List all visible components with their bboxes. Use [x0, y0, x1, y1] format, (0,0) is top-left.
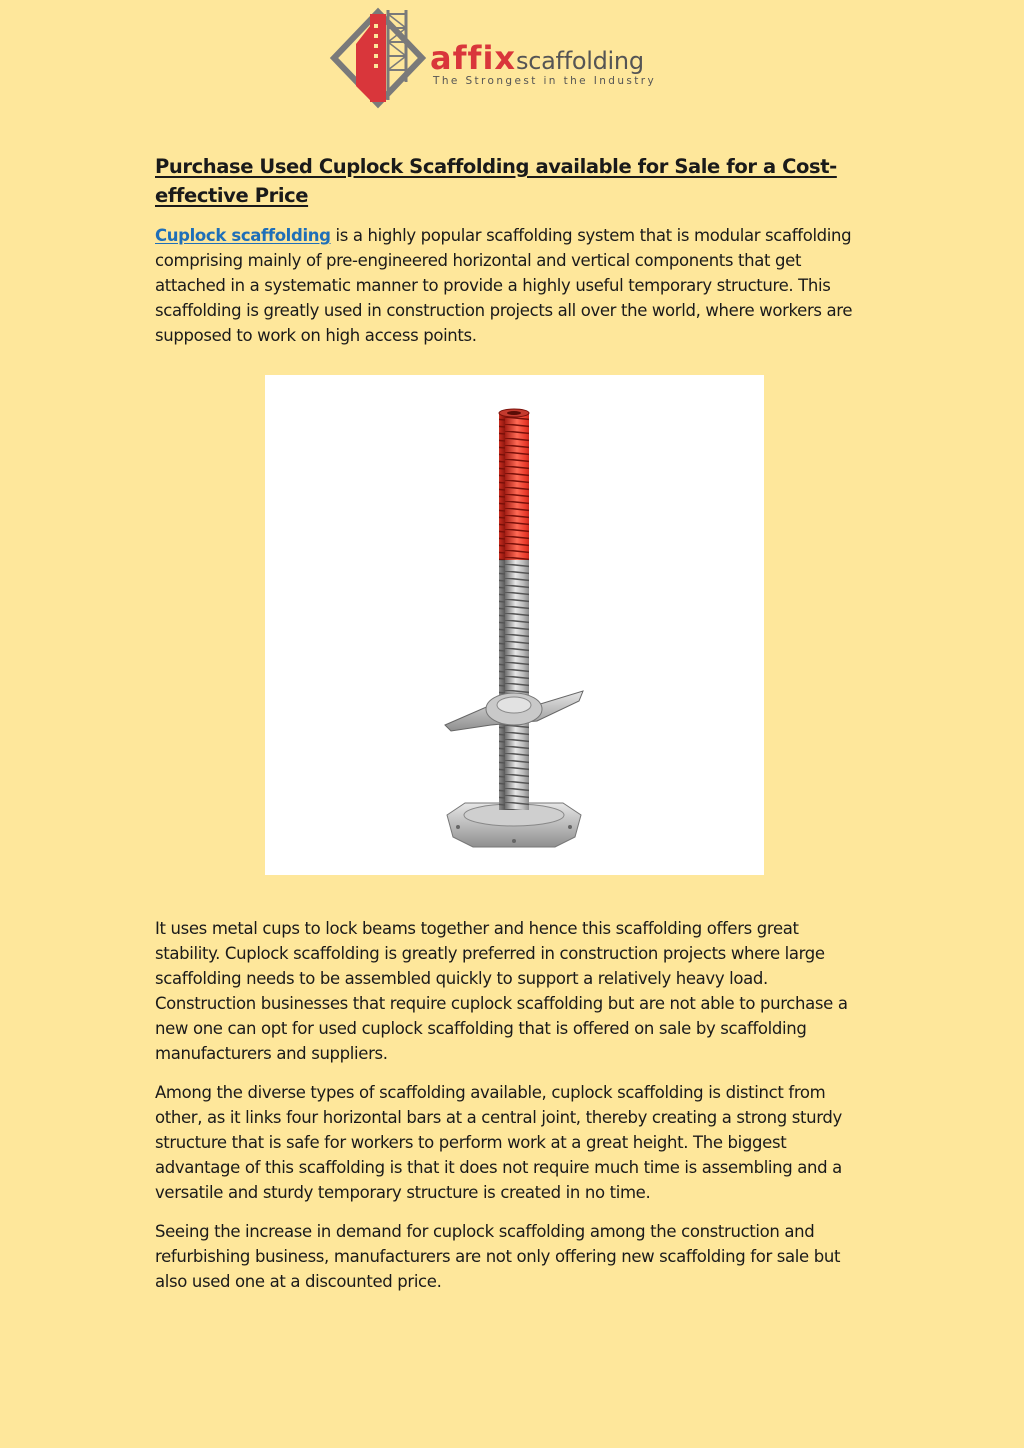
product-image: [265, 375, 764, 875]
logo-mark-icon: [326, 4, 430, 116]
affix-logo[interactable]: [326, 4, 656, 116]
body-paragraph-4: Seeing the increase in demand for cuplock scaffolding among the construction and refurbishing business, manufacturers are not only offering new scaffolding for sale but also used one at a discounted price.: [155, 1222, 841, 1291]
intro-paragraph: [155, 223, 867, 348]
body-section: [155, 916, 867, 1294]
intro-text: is a highly popular scaffolding system that is modular scaffolding comprising mainly of pre-engineered horizontal and vertical components that get attached in a systematic manner to provide a highly useful temporary structure. This scaffolding is greatly used in construction projects all over the world, where workers are supposed to work on high access points.: [155, 226, 853, 345]
body-paragraph-3: Among the diverse types of scaffolding available, cuplock scaffolding is distinct from other, as it links four horizontal bars at a central joint, thereby creating a strong sturdy structure that is safe for workers to perform work at a great height. The biggest advantage of this scaffolding is that it does not require much time is assembling and a versatile and sturdy temporary structure is created in no time.: [155, 1083, 842, 1202]
logo-brand-bold: affix: [430, 39, 517, 77]
article-header: [155, 152, 867, 210]
logo-wordmark: [430, 39, 644, 77]
article-title: Purchase Used Cuplock Scaffolding available for Sale for a Cost-effective Price: [155, 155, 837, 207]
body-paragraph-2: It uses metal cups to lock beams together and hence this scaffolding offers great stability. Cuplock scaffolding is greatly preferred in construction projects where large scaffolding needs to be assembled quickly to support a relatively heavy load. Construction businesses that require cuplock scaffolding but are not able to purchase a new one can opt for used cuplock scaffolding that is offered on sale by scaffolding manufacturers and suppliers.: [155, 919, 848, 1063]
screw-jack-icon: [265, 375, 764, 875]
logo-tagline: The Strongest in the Industry: [433, 75, 657, 87]
cuplock-scaffolding-link[interactable]: Cuplock scaffolding: [155, 226, 331, 245]
intro-section: [155, 223, 867, 348]
logo-brand-light: scaffolding: [516, 47, 644, 75]
